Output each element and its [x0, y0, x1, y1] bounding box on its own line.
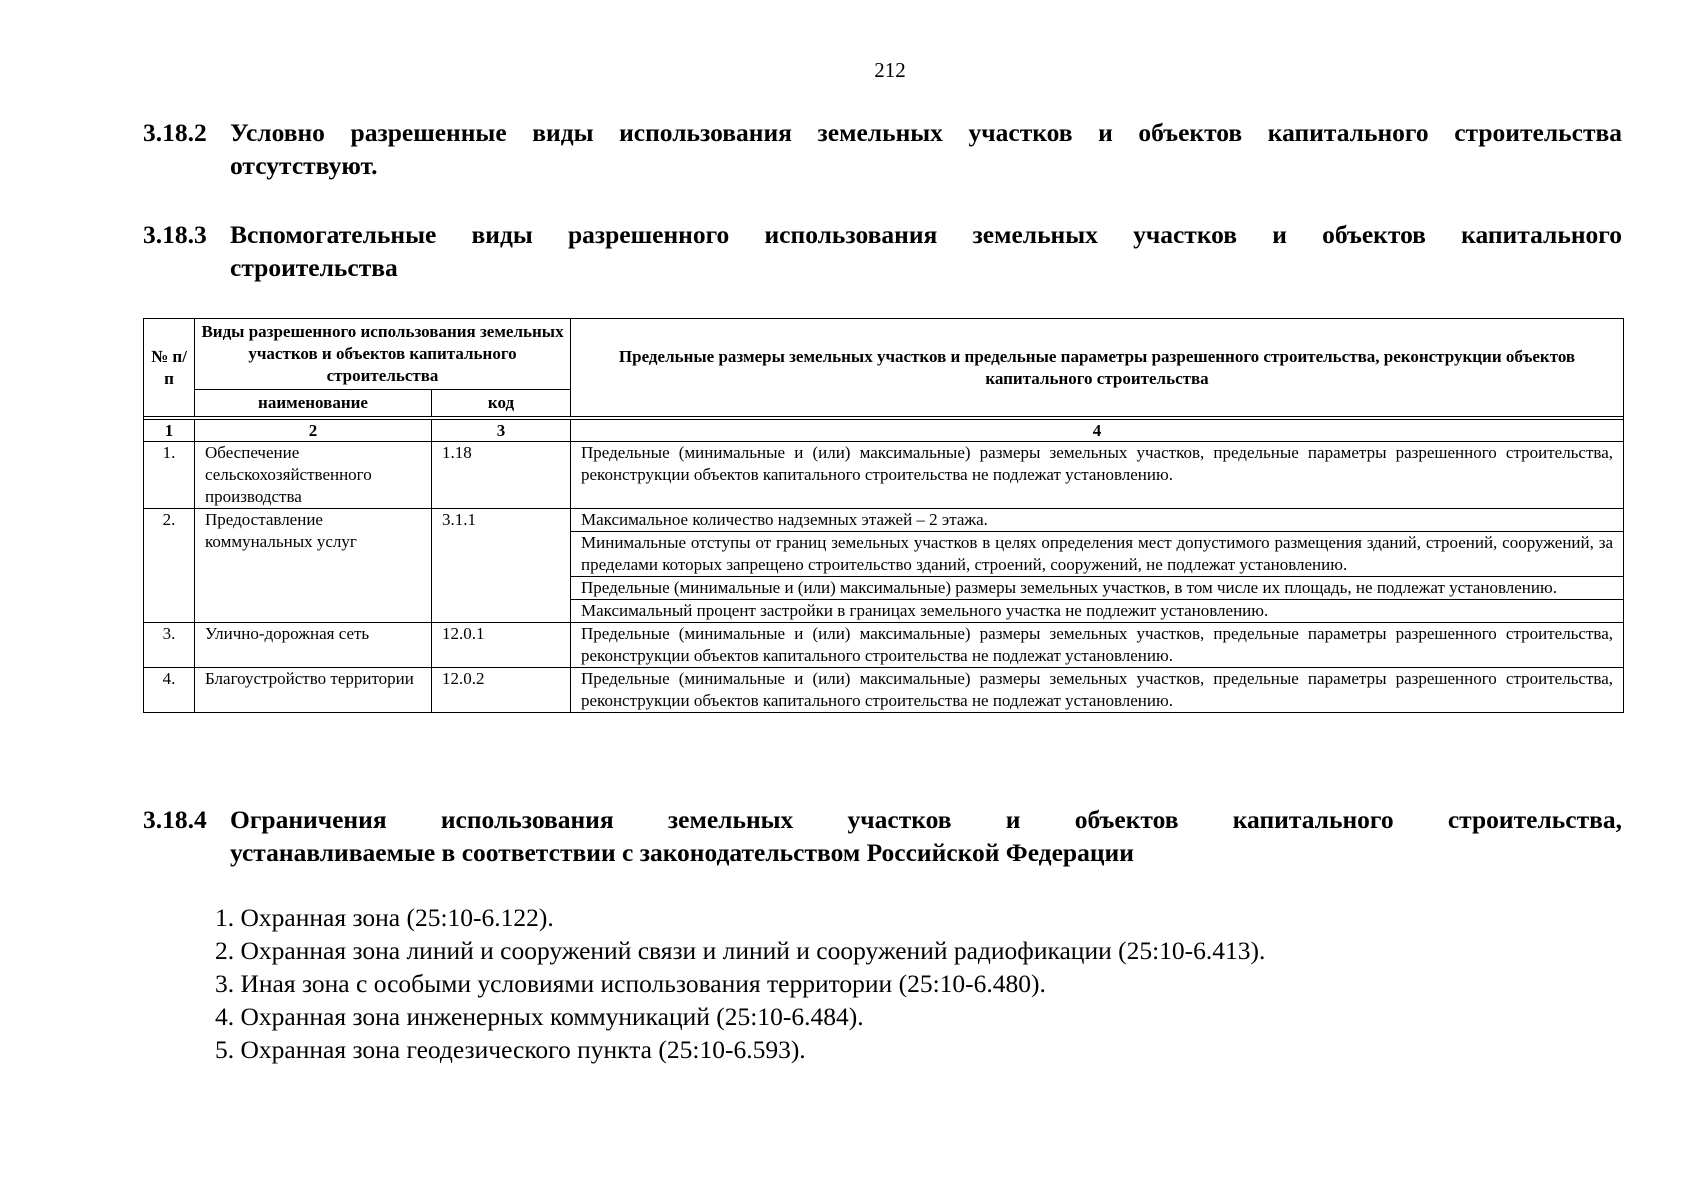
row-param: Предельные (минимальные и (или) максимальные) размеры земельных участков, в том числе их площадь, не подлежат установлению. [571, 577, 1624, 600]
list-item: 2. Охранная зона линий и сооружений связи и линий и сооружений радиофикации (25:10-6.413). [215, 936, 1266, 965]
list-item: 4. Охранная зона инженерных коммуникаций (25:10-6.484). [215, 1002, 864, 1031]
row-num: 4. [144, 668, 195, 713]
col-number-4: 4 [571, 420, 1624, 442]
header-name: наименование [195, 390, 432, 417]
row-param: Минимальные отступы от границ земельных участков в целях определения мест допустимого размещения зданий, строений, сооружений, за пределами которых запрещено строительство зданий, строений, сооружений, не подлежат установлению. [571, 532, 1624, 577]
section-title [230, 803, 1622, 869]
header-num: № п/п [144, 319, 195, 417]
section-title-line2: устанавливаемые в соответствии с законодательством Российской Федерации [230, 838, 1134, 867]
section-number: 3.18.4 [143, 805, 207, 834]
row-param: Предельные (минимальные и (или) максимальные) размеры земельных участков, предельные параметры разрешенного строительства, реконструкции объектов капитального строительства не подлежат установлению. [571, 442, 1624, 509]
row-name: Предоставление коммунальных услуг [195, 509, 432, 623]
section-title-line1: Условно разрешенные виды использования земельных участков и объектов капитального строительства [230, 118, 1622, 147]
table-row [144, 668, 1624, 713]
section-title [230, 218, 1622, 284]
restrictions-list [215, 901, 1265, 1066]
row-num: 1. [144, 442, 195, 509]
section-3-18-3-heading [143, 218, 1622, 284]
table-row [144, 623, 1624, 668]
section-title-line1: Вспомогательные виды разрешенного использования земельных участков и объектов капитального [230, 220, 1622, 249]
row-num: 3. [144, 623, 195, 668]
row-param: Предельные (минимальные и (или) максимальные) размеры земельных участков, предельные параметры разрешенного строительства, реконструкции объектов капитального строительства не подлежат установлению. [571, 623, 1624, 668]
page-number: 212 [874, 58, 906, 82]
list-item: 5. Охранная зона геодезического пункта (25:10-6.593). [215, 1035, 806, 1064]
table-row [144, 442, 1624, 509]
permitted-use-table [143, 318, 1624, 713]
row-code: 12.0.2 [432, 668, 571, 713]
section-title-line2: строительства [230, 253, 398, 282]
row-name: Благоустройство территории [195, 668, 432, 713]
table-row [144, 509, 1624, 532]
row-name: Улично-дорожная сеть [195, 623, 432, 668]
row-name: Обеспечение сельскохозяйственного производства [195, 442, 432, 509]
header-code: код [432, 390, 571, 417]
list-item: 1. Охранная зона (25:10-6.122). [215, 903, 554, 932]
row-param: Предельные (минимальные и (или) максимальные) размеры земельных участков, предельные параметры разрешенного строительства, реконструкции объектов капитального строительства не подлежат установлению. [571, 668, 1624, 713]
header-limits: Предельные размеры земельных участков и предельные параметры разрешенного строительства, реконструкции объектов капитального строительства [571, 319, 1624, 417]
section-title-line1: Ограничения использования земельных участков и объектов капитального строительства, [230, 805, 1622, 834]
section-3-18-2-heading [143, 116, 1622, 182]
section-number: 3.18.3 [143, 220, 207, 249]
section-title [230, 116, 1622, 182]
section-3-18-4-heading [143, 803, 1622, 869]
header-types: Виды разрешенного использования земельных участков и объектов капитального строительства [195, 319, 571, 390]
section-number: 3.18.2 [143, 118, 207, 147]
col-number-3: 3 [432, 420, 571, 442]
row-code: 12.0.1 [432, 623, 571, 668]
col-number-2: 2 [195, 420, 432, 442]
row-code: 1.18 [432, 442, 571, 509]
section-title-line2: отсутствуют. [230, 151, 378, 180]
col-number-1: 1 [144, 420, 195, 442]
row-param: Максимальное количество надземных этажей – 2 этажа. [571, 509, 1624, 532]
row-param: Максимальный процент застройки в границах земельного участка не подлежит установлению. [571, 600, 1624, 623]
list-item: 3. Иная зона с особыми условиями использования территории (25:10-6.480). [215, 969, 1046, 998]
row-num: 2. [144, 509, 195, 623]
row-code: 3.1.1 [432, 509, 571, 623]
